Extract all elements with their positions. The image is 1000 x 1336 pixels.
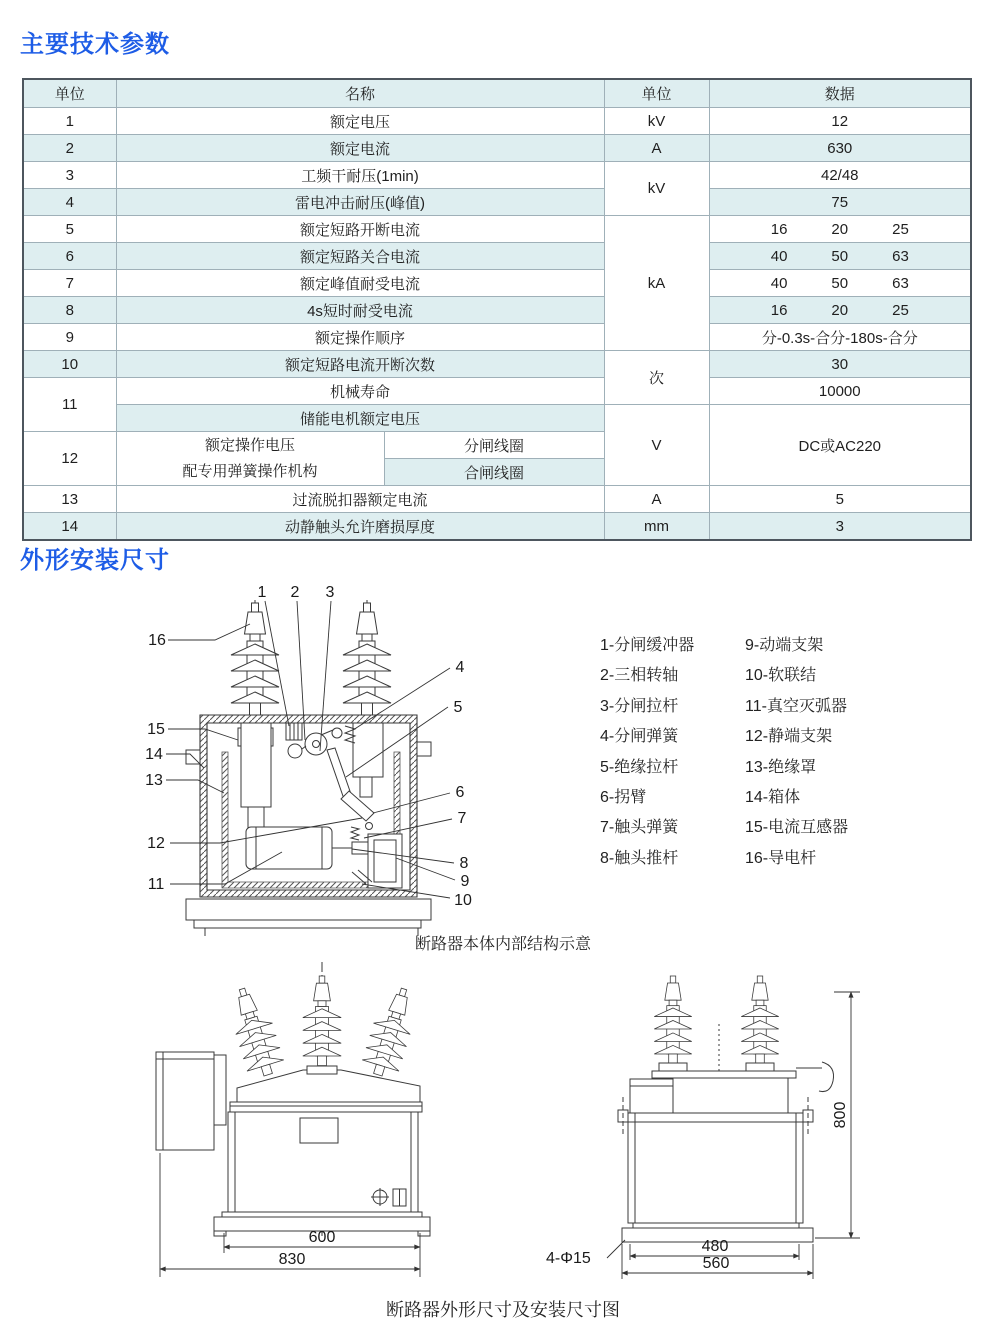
cell-unit-kv-span: kV	[604, 162, 709, 216]
value: 40	[770, 247, 788, 265]
base-lip	[222, 1212, 422, 1217]
cell-no: 3	[23, 162, 116, 189]
value: 16	[770, 220, 788, 238]
middle-pad	[307, 1066, 337, 1074]
cell-name: 额定短路电流开断次数	[116, 351, 604, 378]
caption-internal-structure: 断路器本体内部结构示意	[414, 936, 591, 953]
top-plate	[652, 1071, 796, 1078]
cell-data-triple	[709, 216, 971, 243]
mechanism-box	[156, 1052, 214, 1150]
front-view-geometry	[156, 962, 430, 1236]
cell-unit: kV	[604, 108, 709, 135]
cell-data: 10000	[709, 378, 971, 405]
cell-name: 额定短路关合电流	[116, 243, 604, 270]
cell-no: 1	[23, 108, 116, 135]
bushing-back	[741, 976, 778, 1063]
table-row	[23, 162, 971, 189]
cell-no: 8	[23, 297, 116, 324]
table-row	[23, 270, 971, 297]
cell-data-triple	[709, 243, 971, 270]
base-lip-side	[633, 1223, 799, 1228]
bushing-right-tilted	[359, 983, 422, 1080]
value: 16	[770, 301, 788, 319]
section-title-parameters: 主要技术参数	[20, 31, 170, 58]
callout-2: 2	[290, 584, 300, 601]
cell-name: 雷电冲击耐压(峰值)	[116, 189, 604, 216]
cell-name: 过流脱扣器额定电流	[116, 486, 604, 513]
cell-unit-ci-span: 次	[604, 351, 709, 405]
callout-4: 4	[455, 659, 465, 676]
header-data: 数据	[709, 79, 971, 108]
table-row	[23, 216, 971, 243]
table-row	[23, 513, 971, 541]
contact-spring	[351, 827, 359, 840]
value: 63	[892, 274, 909, 292]
cell-unit: A	[604, 486, 709, 513]
table-row	[23, 405, 971, 432]
callout-11: 11	[147, 876, 165, 893]
parts-legend-left	[600, 631, 740, 874]
legend-item: 7-触头弹簧	[600, 819, 679, 837]
cell-no: 9	[23, 324, 116, 351]
callout-13: 13	[145, 772, 163, 789]
dim-480-label: 480	[701, 1238, 729, 1255]
cell-no: 5	[23, 216, 116, 243]
internal-structure-drawing	[130, 575, 600, 937]
value: 20	[831, 301, 849, 319]
callout-12: 12	[147, 835, 165, 852]
callout-14: 14	[145, 746, 163, 763]
callout-8: 8	[459, 855, 469, 872]
mounting-holes-label: 4-Φ15	[546, 1250, 591, 1267]
dim-600-label: 600	[308, 1229, 336, 1246]
value: 20	[831, 220, 849, 238]
cell-data: 3	[709, 513, 971, 541]
cell-no: 13	[23, 486, 116, 513]
cell-coil-close: 合闸线圈	[384, 459, 604, 486]
legend-item: 2-三相转轴	[600, 667, 679, 685]
cell-name: 额定电压	[116, 108, 604, 135]
cell-data-triple	[709, 297, 971, 324]
cell-data: 630	[709, 135, 971, 162]
dim-800-label: 800	[832, 1101, 849, 1129]
parts-legend-right	[745, 631, 915, 874]
cell-name: 额定电流	[116, 135, 604, 162]
table-row	[23, 351, 971, 378]
cell-name: 4s短时耐受电流	[116, 297, 604, 324]
cell-no: 4	[23, 189, 116, 216]
legend-item: 15-电流互感器	[745, 819, 849, 837]
cell-data: 42/48	[709, 162, 971, 189]
table-row	[23, 378, 971, 405]
bushing-middle	[303, 976, 341, 1066]
table-row	[23, 108, 971, 135]
legend-item: 10-软联结	[745, 667, 817, 685]
cell-no: 6	[23, 243, 116, 270]
table-row	[23, 486, 971, 513]
legend-item: 4-分闸弹簧	[600, 728, 679, 746]
side-view-drawing	[540, 960, 990, 1292]
cell-name: 额定峰值耐受电流	[116, 270, 604, 297]
flange-band	[230, 1102, 422, 1112]
vacuum-interrupter	[246, 827, 332, 869]
bushing-right	[343, 603, 391, 715]
cell-name: 额定操作顺序	[116, 324, 604, 351]
value: 63	[892, 247, 909, 265]
lifting-hook	[819, 1062, 834, 1092]
cell-unit-v-span: V	[604, 405, 709, 486]
name-line-2: 配专用弹簧操作机构	[182, 462, 318, 480]
cell-data: 分-0.3s-合分-180s-合分	[709, 324, 971, 351]
front-view-drawing	[140, 960, 480, 1292]
dim-830-label: 830	[278, 1251, 306, 1268]
cell-data: 5	[709, 486, 971, 513]
cell-name: 额定短路开断电流	[116, 216, 604, 243]
bushing-left-tilted	[224, 983, 287, 1080]
tank-body	[228, 1112, 418, 1212]
legend-item: 13-绝缘罩	[745, 758, 817, 776]
value: 40	[770, 274, 788, 292]
value: 25	[892, 220, 909, 238]
callout-5: 5	[453, 699, 463, 716]
contact-pushrod	[352, 842, 370, 854]
table-row	[23, 324, 971, 351]
cell-data: 75	[709, 189, 971, 216]
base-plate	[186, 899, 431, 920]
caption-outline-dimensions: 断路器外形尺寸及安装尺寸图	[386, 1300, 620, 1320]
moving-end-bracket	[368, 834, 402, 888]
breaker-internal-geometry	[186, 600, 431, 936]
legend-item: 11-真空灭弧器	[745, 697, 847, 715]
legend-item: 3-分闸拉杆	[600, 697, 679, 715]
dim-560-label: 560	[702, 1255, 730, 1272]
bushing-left	[231, 603, 279, 715]
value: 50	[831, 247, 849, 265]
cell-no-12-span: 12	[23, 432, 116, 486]
cell-data: 30	[709, 351, 971, 378]
legend-item: 9-动端支架	[745, 637, 824, 654]
side-box	[630, 1079, 673, 1114]
cell-no: 14	[23, 513, 116, 541]
cell-unit-ka-span: kA	[604, 216, 709, 351]
legend-item: 1-分闸缓冲器	[600, 637, 695, 654]
cell-no-11-span: 11	[23, 378, 116, 432]
legend-item: 12-静端支架	[745, 728, 833, 746]
parameters-table	[22, 78, 972, 541]
cell-no: 10	[23, 351, 116, 378]
callout-9: 9	[460, 873, 470, 890]
cell-name-12-span	[116, 432, 384, 486]
header-unit: 单位	[604, 79, 709, 108]
callout-16: 16	[148, 632, 166, 649]
header-name: 名称	[116, 79, 604, 108]
callout-15: 15	[147, 721, 165, 738]
legend-item: 8-触头推杆	[600, 849, 679, 867]
callout-1: 1	[257, 584, 267, 601]
side-view-geometry	[618, 976, 834, 1242]
cell-name: 动静触头允许磨损厚度	[116, 513, 604, 541]
cell-no: 7	[23, 270, 116, 297]
callout-3: 3	[325, 584, 335, 601]
section-title-dimensions: 外形安装尺寸	[20, 547, 170, 574]
value: 50	[831, 274, 849, 292]
callout-10: 10	[454, 892, 472, 909]
table-row	[23, 135, 971, 162]
header-no: 单位	[23, 79, 116, 108]
cell-data-voltage-span: DC或AC220	[709, 405, 971, 486]
bushing-front	[654, 976, 691, 1063]
tank-body-side	[628, 1113, 803, 1223]
value: 25	[892, 301, 909, 319]
cell-data: 12	[709, 108, 971, 135]
table-row	[23, 297, 971, 324]
legend-item: 5-绝缘拉杆	[600, 758, 679, 776]
cell-data-triple	[709, 270, 971, 297]
cell-no: 2	[23, 135, 116, 162]
cell-unit: mm	[604, 513, 709, 541]
name-line-1: 额定操作电压	[204, 436, 295, 454]
interrupter-column-left	[241, 723, 271, 807]
callout-7: 7	[457, 810, 467, 827]
cell-name: 工频干耐压(1min)	[116, 162, 604, 189]
legend-item: 6-拐臂	[600, 788, 647, 806]
callout-6: 6	[455, 784, 465, 801]
wall-tab-right	[417, 742, 431, 756]
cell-unit: A	[604, 135, 709, 162]
table-header-row	[23, 79, 971, 108]
legend-item: 14-箱体	[745, 788, 801, 806]
table-row	[23, 189, 971, 216]
cell-name: 机械寿命	[116, 378, 604, 405]
cell-coil-open: 分闸线圈	[384, 432, 604, 459]
legend-item: 16-导电杆	[745, 849, 817, 867]
cell-name: 储能电机额定电压	[116, 405, 604, 432]
table-row	[23, 243, 971, 270]
